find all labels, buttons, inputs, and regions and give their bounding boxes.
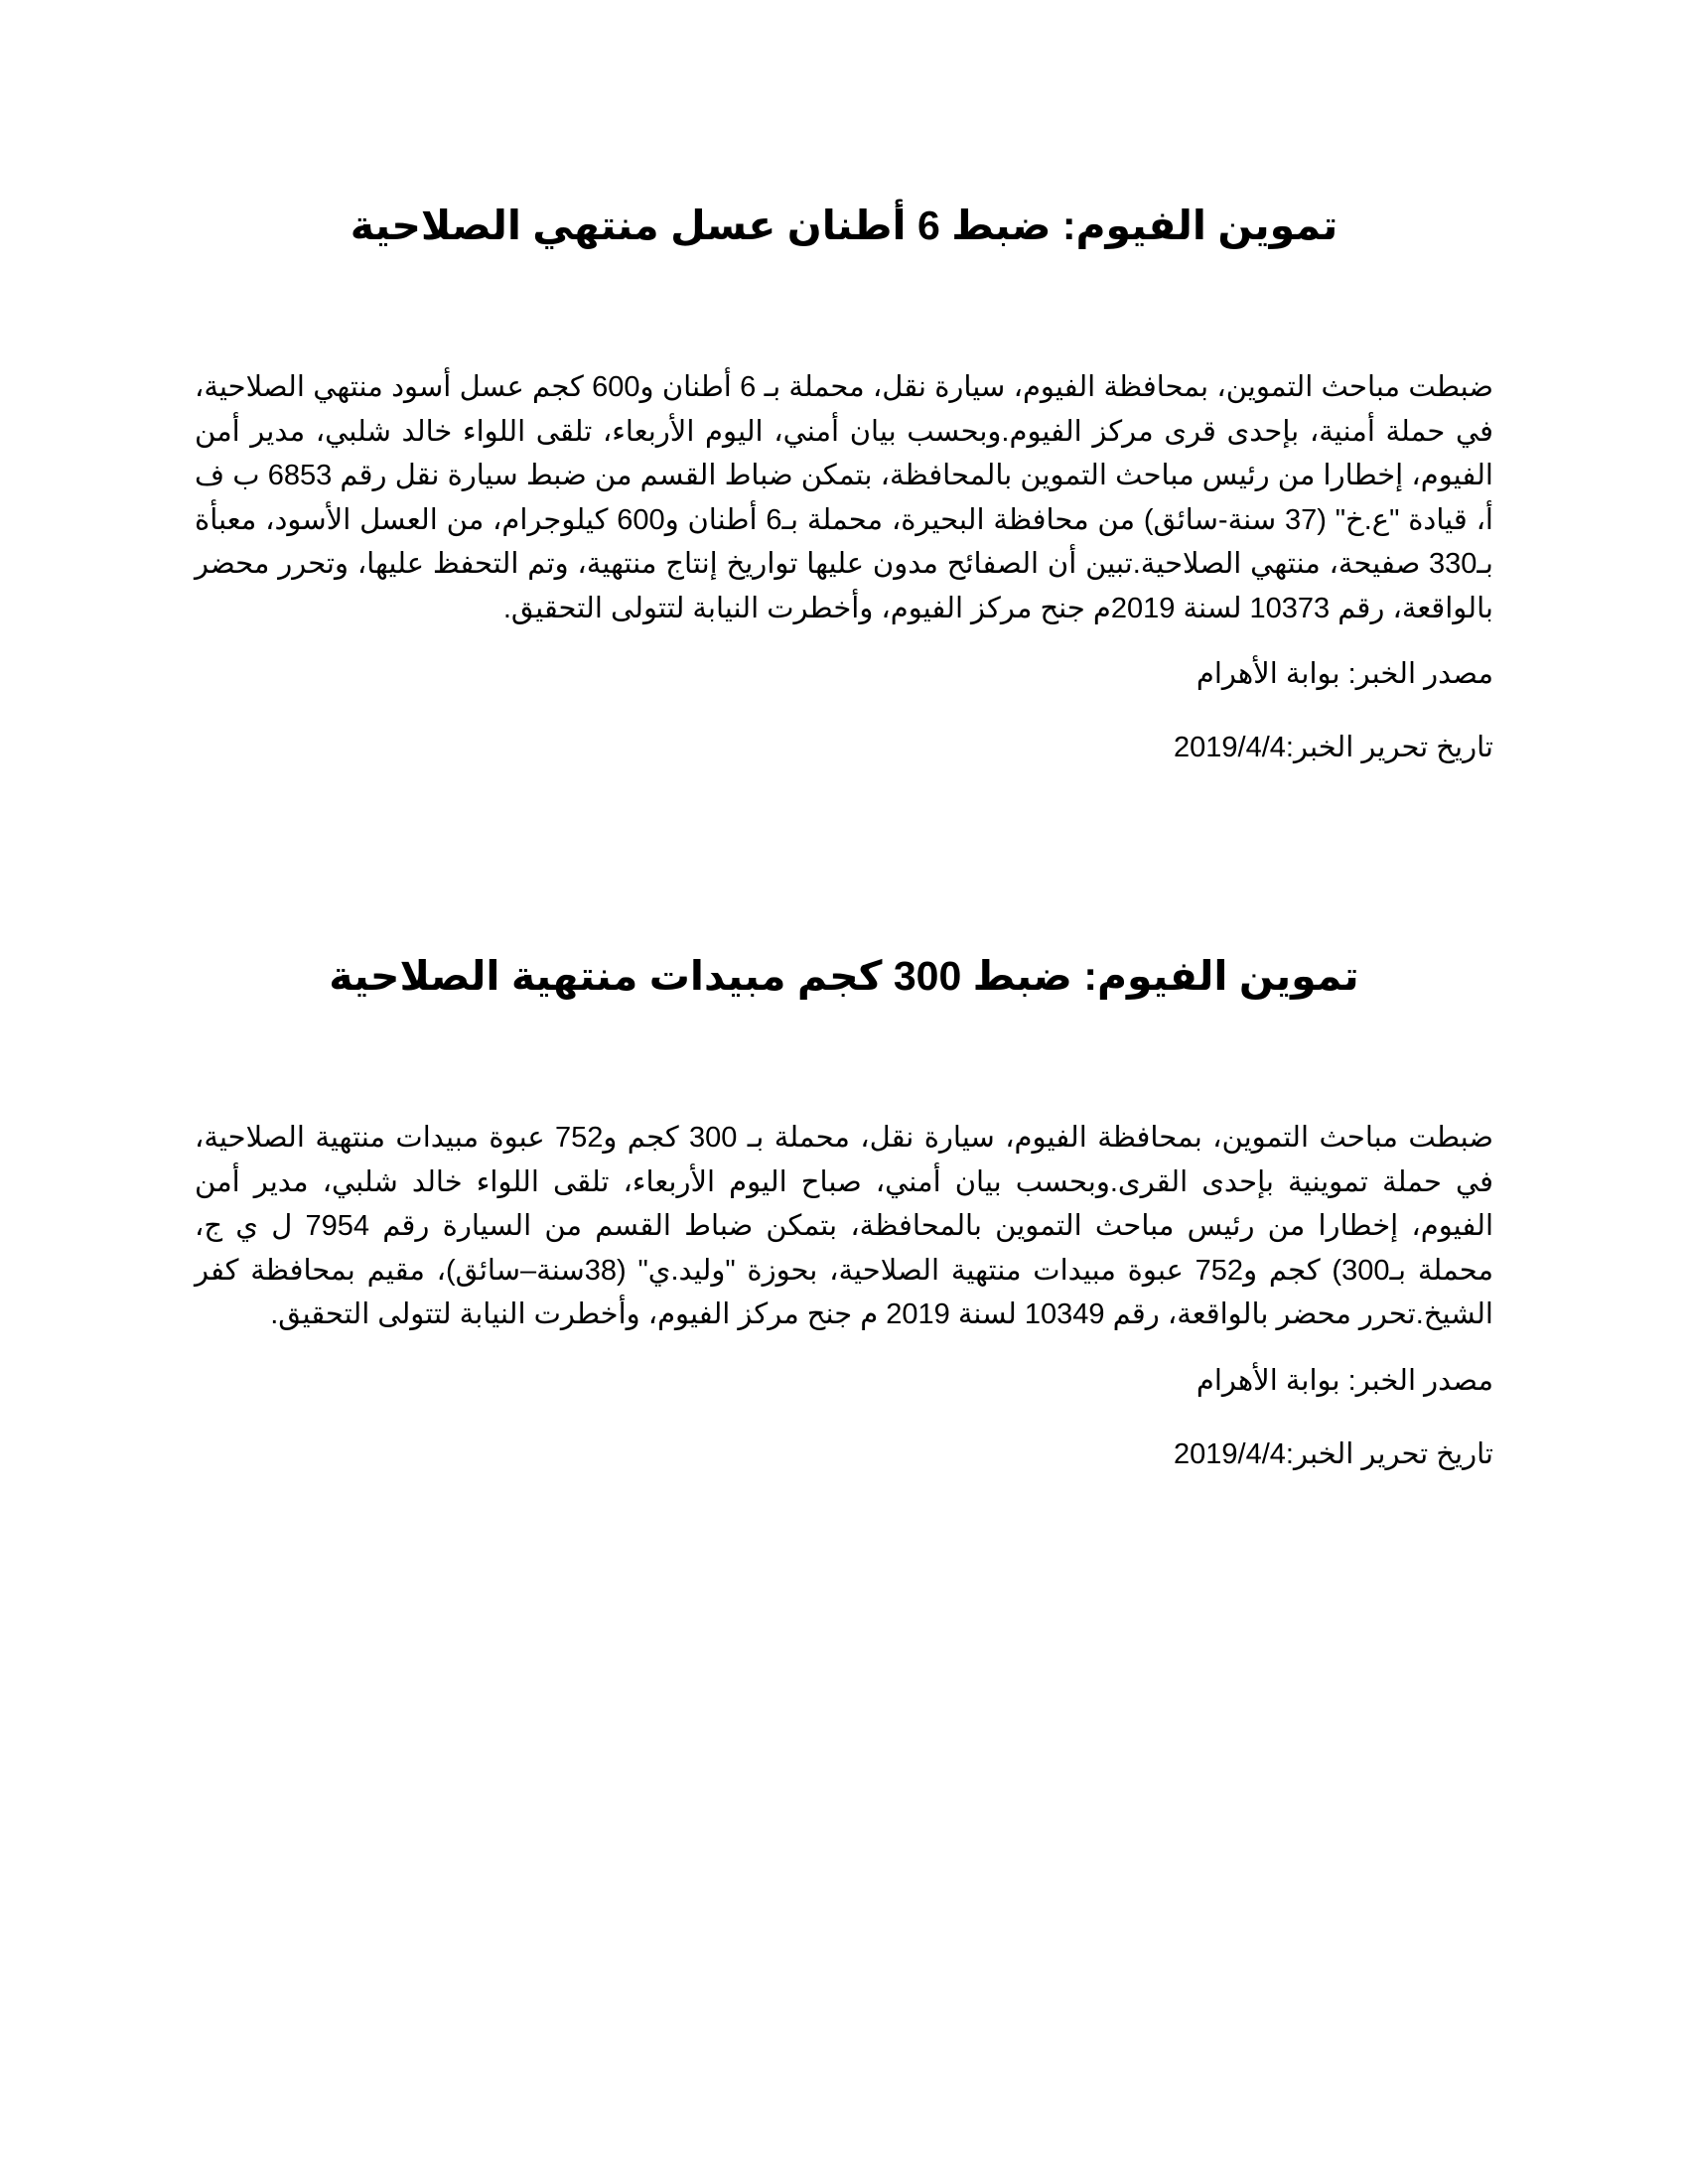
news-article — [195, 195, 1493, 769]
news-article — [195, 945, 1493, 1476]
article-date: تاريخ تحرير الخبر:2019/4/4 — [1174, 732, 1493, 763]
article-source: مصدر الخبر: بوابة الأهرام — [1196, 658, 1493, 690]
article-body: ضبطت مباحث التموين، بمحافظة الفيوم، سيارة نقل، محملة بـ 6 أطنان و600 كجم عسل أسود منتهي الصلاحية، في حملة أمنية، بإحدى قرى مركز الفيوم.وبحسب بيان أمني، اليوم الأربعاء، تلقى اللواء خالد شلبي، مدير أمن الفيوم، إخطارا من رئيس مباحث التموين بالمحافظة، بتمكن ضباط القسم من ضبط سيارة نقل رقم 6853 ب ف أ، قيادة "ع.خ" (37 سنة-سائق) من محافظة البحيرة، محملة بـ6 أطنان و600 كيلوجرام، من العسل الأسود، معبأة بـ330 صفيحة، منتهي الصلاحية.تبين أن الصفائح مدون عليها تواريخ إنتاج منتهية، وتم التحفظ عليها، وتحرر محضر بالواقعة، رقم 10373 لسنة 2019م جنح مركز الفيوم، وأخطرت النيابة لتتولى التحقيق. — [195, 371, 1494, 624]
article-source: مصدر الخبر: بوابة الأهرام — [1196, 1364, 1493, 1397]
article-headline: تموين الفيوم: ضبط 6 أطنان عسل منتهي الصلاحية — [350, 203, 1338, 248]
article-body: ضبطت مباحث التموين، بمحافظة الفيوم، سيارة نقل، محملة بـ 300 كجم و752 عبوة مبيدات منتهية الصلاحية، في حملة تموينية بإحدى القرى.وبحسب بيان أمني، صباح اليوم الأربعاء، تلقى اللواء خالد شلبي، مدير أمن الفيوم، إخطارا من رئيس مباحث التموين بالمحافظة، بتمكن ضباط القسم من السيارة رقم 7954 ل ي ج، محملة بـ300) كجم و752 عبوة مبيدات منتهية الصلاحية، بحوزة "وليد.ي" (38سنة–سائق)، مقيم بمحافظة كفر الشيخ.تحرر محضر بالواقعة، رقم 10349 لسنة 2019 م جنح مركز الفيوم، وأخطرت النيابة لتتولى التحقيق. — [195, 1122, 1493, 1330]
article-date: تاريخ تحرير الخبر:2019/4/4 — [1174, 1437, 1493, 1470]
article-headline: تموين الفيوم: ضبط 300 كجم مبيدات منتهية الصلاحية — [329, 953, 1359, 999]
